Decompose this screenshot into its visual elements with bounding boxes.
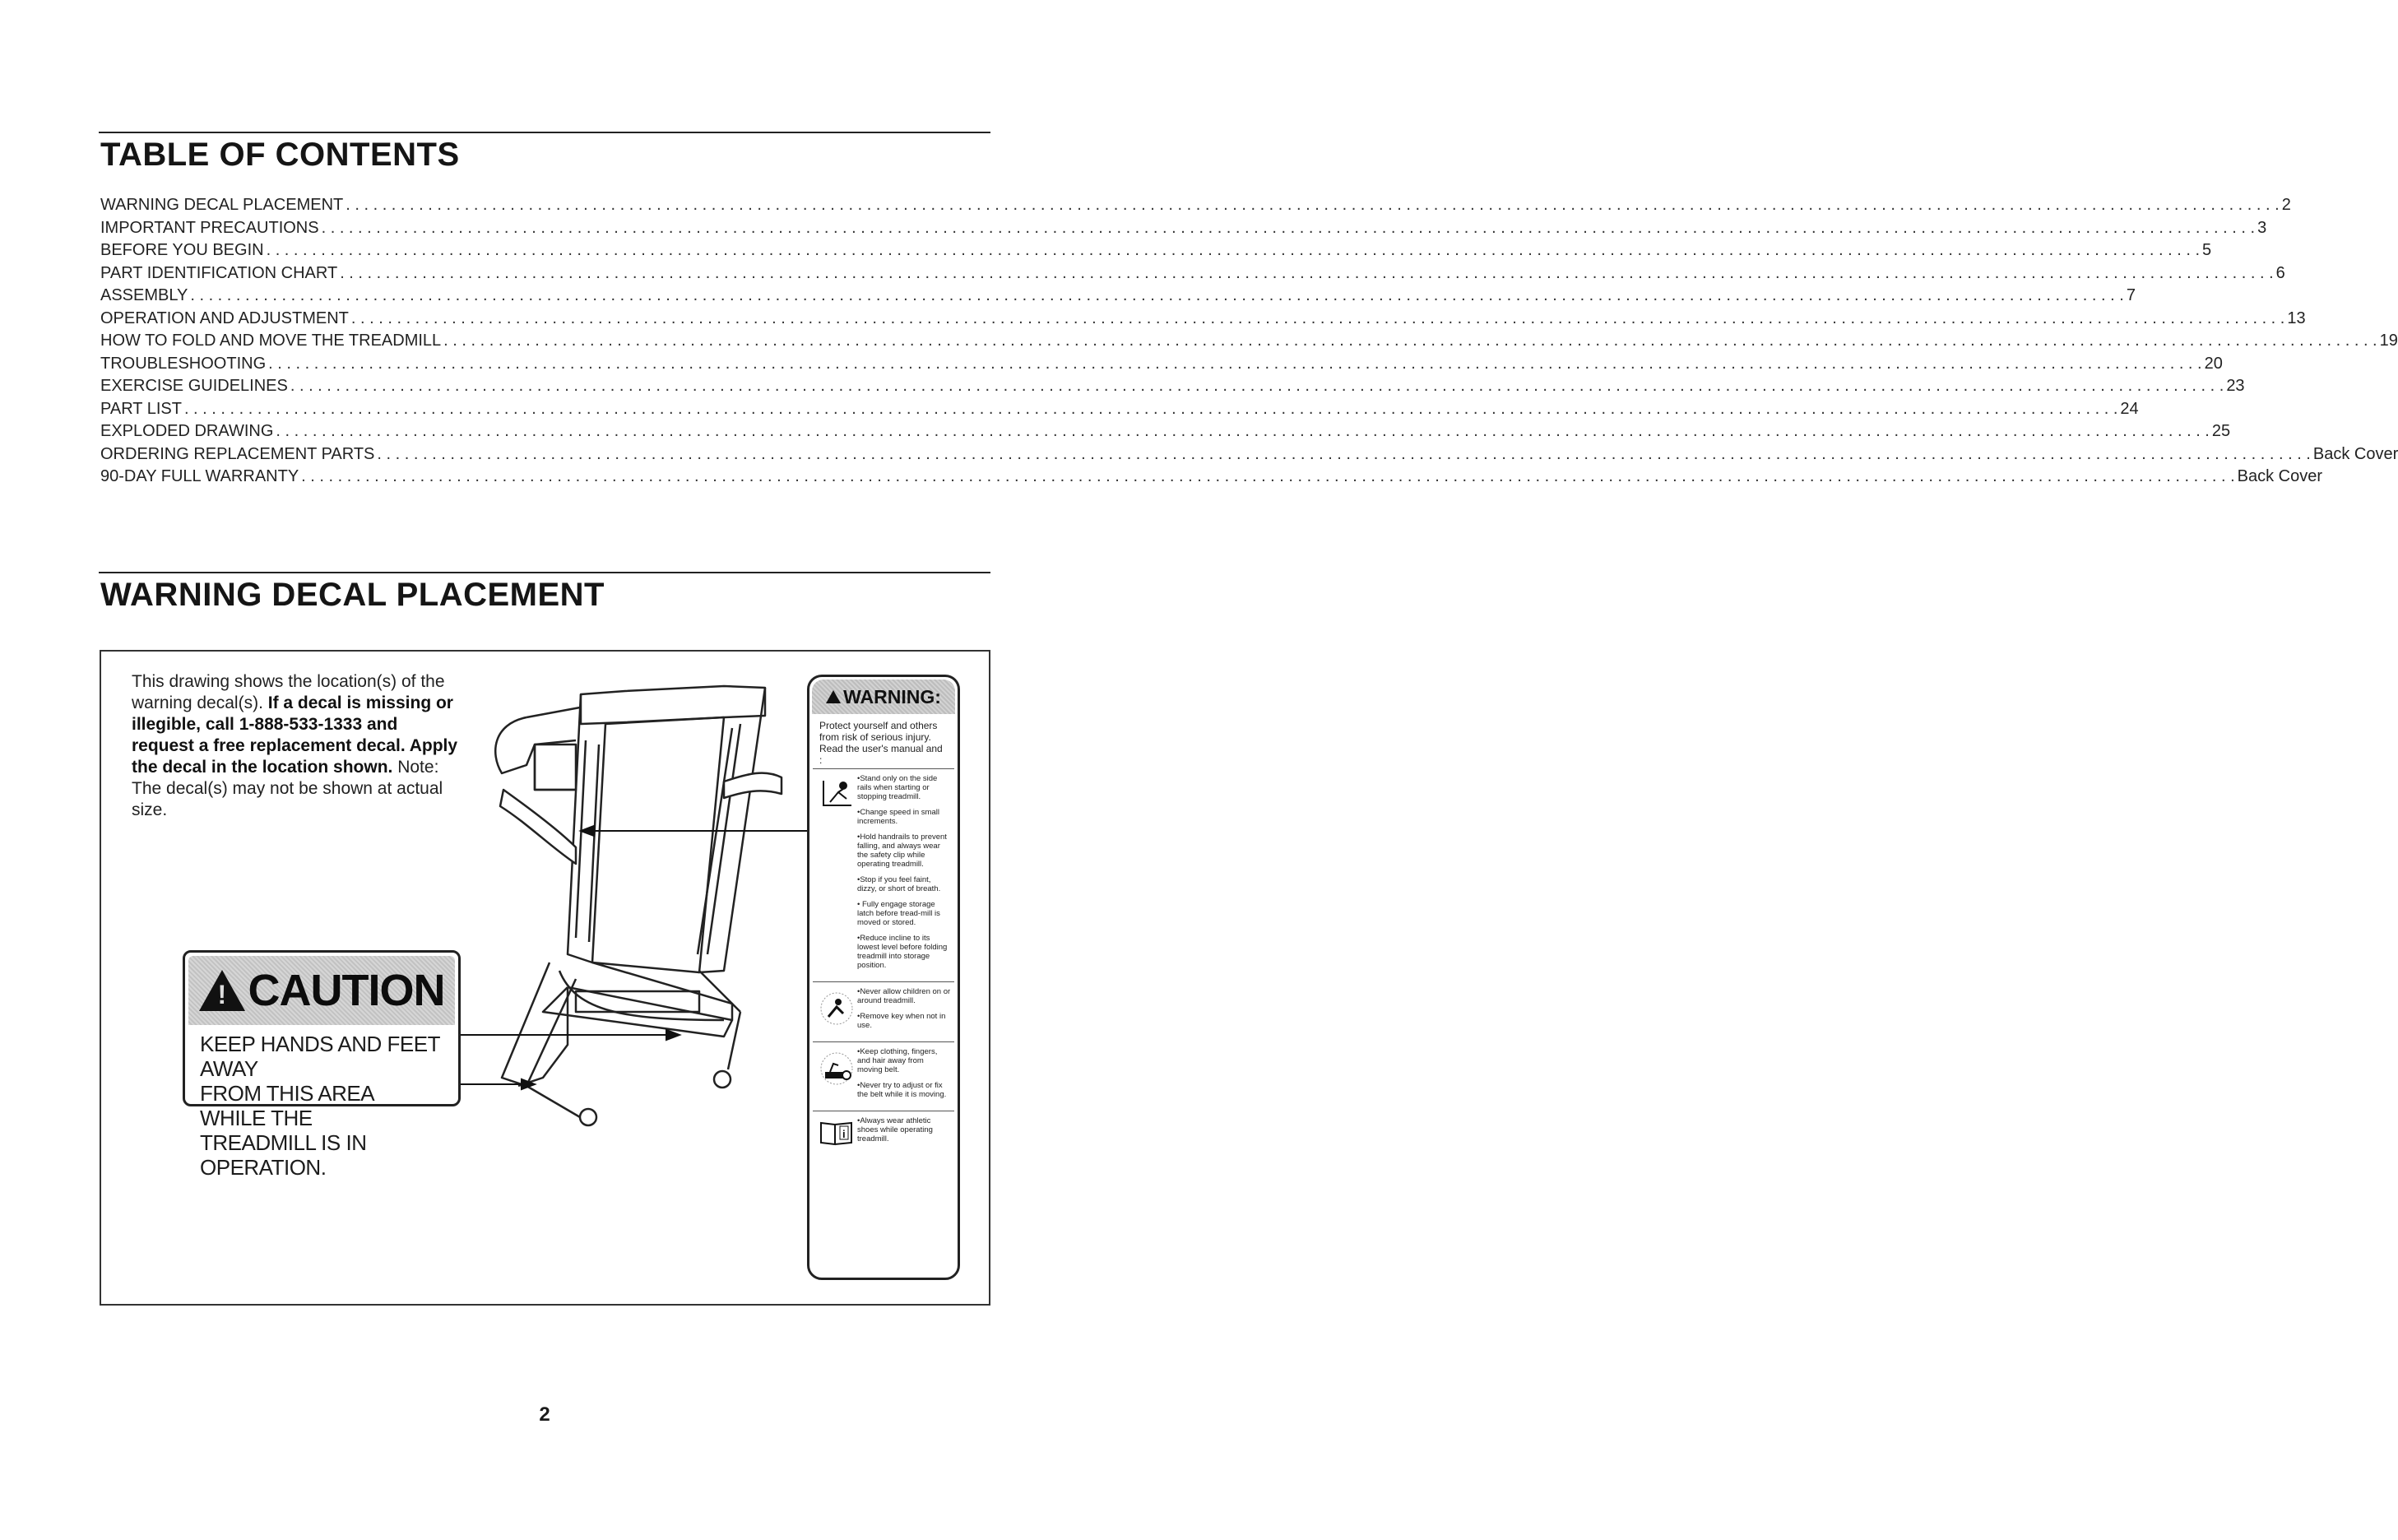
toc-entry: [100, 332, 2398, 355]
toc-entry: [100, 263, 2285, 287]
toc-entry-label: WARNING DECAL PLACEMENT: [100, 196, 344, 214]
caution-header: [188, 956, 455, 1025]
warning-triangle-icon: [199, 970, 245, 1011]
toc-leader-dots: [190, 286, 2123, 305]
toc-entry-page: 19: [2379, 332, 2398, 350]
toc-leader-dots: [377, 445, 2310, 464]
toc-heading: TABLE OF CONTENTS: [100, 137, 460, 173]
toc-entry: [100, 218, 2267, 242]
warning-item: •Change speed in small increments.: [857, 808, 939, 826]
toc-list: [100, 196, 2398, 490]
toc-leader-dots: [346, 196, 2279, 215]
caution-line: KEEP HANDS AND FEET AWAY: [200, 1032, 440, 1081]
decal-intro: [132, 671, 461, 821]
warning-item: •Stop if you feel faint, dizzy, or short of breath.: [857, 875, 941, 893]
warning-triangle-icon: [826, 690, 841, 703]
toc-leader-dots: [267, 241, 2200, 260]
toc-entry: [100, 241, 2212, 264]
warning-item: •Keep clothing, fingers, and hair away from moving belt.: [857, 1047, 938, 1074]
warning-title: WARNING:: [843, 685, 941, 707]
warning-item: •Always wear athletic shoes while operating treadmill.: [857, 1116, 933, 1143]
caution-line: FROM THIS AREA WHILE THE: [200, 1081, 373, 1130]
toc-entry-label: IMPORTANT PRECAUTIONS: [100, 218, 319, 237]
toc-entry-page: 3: [2257, 218, 2267, 237]
warning-section: [813, 769, 954, 982]
warning-items: [857, 1116, 951, 1150]
toc-leader-dots: [184, 400, 2117, 419]
toc-entry-label: PART IDENTIFICATION CHART: [100, 263, 338, 282]
toc-entry: [100, 286, 2136, 309]
stand-on-rails-icon: [816, 774, 857, 976]
toc-leader-dots: [322, 219, 2255, 238]
toc-entry-page: 13: [2287, 308, 2306, 327]
caution-line: TREADMILL IS IN OPERATION.: [200, 1130, 367, 1180]
intro-text: This drawing shows the location(s) of the warning decal(s).: [132, 672, 445, 712]
toc-entry: [100, 308, 2306, 332]
warning-items: [857, 987, 951, 1037]
toc-entry-label: ORDERING REPLACEMENT PARTS: [100, 444, 375, 463]
warning-item: •Never allow children on or around treadmill.: [857, 987, 951, 1005]
toc-entry-label: 90-DAY FULL WARRANTY: [100, 467, 299, 485]
caution-title: CAUTION: [248, 966, 445, 1015]
warning-header: [812, 680, 955, 714]
toc-entry-page: 6: [2275, 263, 2285, 282]
warning-decal: [807, 675, 960, 1280]
toc-entry-page: 24: [2120, 399, 2139, 418]
warning-item: •Reduce incline to its lowest level before folding treadmill into storage position.: [857, 934, 948, 970]
caution-decal: [183, 950, 461, 1180]
child-warning-icon: [816, 987, 857, 1037]
toc-entry-label: PART LIST: [100, 399, 182, 418]
toc-entry-page: 7: [2126, 286, 2136, 304]
toc-entry-page: Back Cover: [2237, 467, 2323, 485]
warning-section: [813, 1111, 954, 1155]
toc-leader-dots: [351, 309, 2284, 328]
intro-note: Note: The decal(s) may not be shown at actual size.: [132, 758, 443, 819]
warning-item: •Never try to adjust or fix the belt while it is moving.: [857, 1081, 947, 1099]
toc-entry: [100, 354, 2223, 378]
toc-entry-label: EXPLODED DRAWING: [100, 422, 274, 440]
warning-item: •Hold handrails to prevent falling, and always wear the safety clip while operating treadmill.: [857, 833, 947, 869]
toc-entry: [100, 196, 2291, 219]
toc-entry-label: EXERCISE GUIDELINES: [100, 377, 288, 395]
decal-heading: WARNING DECAL PLACEMENT: [100, 577, 605, 613]
toc-top-rule: [99, 132, 990, 133]
toc-entry-page: 5: [2202, 241, 2212, 259]
intro-bold-text: If a decal is missing or illegible, call 1-888-533-1333 and request a free replacement decal. Apply the decal in the location shown.: [132, 693, 458, 777]
toc-entry-page: 2: [2281, 196, 2291, 214]
warning-item: •Stand only on the side rails when starting or stopping treadmill.: [857, 774, 938, 801]
decal-top-rule: [99, 572, 990, 573]
warning-intro: Protect yourself and others from risk of serious injury. Read the user's manual and :: [813, 717, 954, 769]
toc-entry-page: 20: [2204, 354, 2223, 373]
manual-info-icon: [816, 1116, 857, 1150]
warning-section: [813, 1042, 954, 1111]
toc-entry: [100, 377, 2245, 400]
toc-entry-page: 23: [2226, 377, 2245, 395]
warning-sections: [809, 769, 958, 1155]
toc-entry-label: TROUBLESHOOTING: [100, 354, 267, 373]
toc-leader-dots: [268, 355, 2201, 373]
caution-text: [185, 1028, 458, 1183]
warning-item: •Remove key when not in use.: [857, 1012, 946, 1030]
toc-entry: [100, 467, 2323, 490]
toc-entry-label: ASSEMBLY: [100, 286, 188, 304]
toc-entry: [100, 399, 2139, 423]
toc-leader-dots: [301, 467, 2234, 486]
toc-leader-dots: [276, 422, 2209, 441]
toc-entry: [100, 422, 2231, 445]
toc-entry: [100, 444, 2398, 468]
svg-text:i: i: [842, 1128, 846, 1140]
warning-items: [857, 1047, 951, 1106]
warning-section: [813, 982, 954, 1042]
page-number: 2: [539, 1403, 550, 1426]
toc-entry-page: Back Cover: [2312, 444, 2398, 463]
toc-leader-dots: [443, 332, 2377, 350]
toc-entry-page: 25: [2211, 422, 2231, 440]
toc-leader-dots: [340, 264, 2273, 283]
moving-belt-icon: [816, 1047, 857, 1106]
toc-leader-dots: [290, 377, 2224, 396]
toc-entry-label: BEFORE YOU BEGIN: [100, 241, 264, 259]
warning-item: • Fully engage storage latch before tread-mill is moved or stored.: [857, 900, 940, 927]
warning-items: [857, 774, 951, 976]
toc-entry-label: HOW TO FOLD AND MOVE THE TREADMILL: [100, 332, 442, 350]
toc-entry-label: OPERATION AND ADJUSTMENT: [100, 308, 349, 327]
